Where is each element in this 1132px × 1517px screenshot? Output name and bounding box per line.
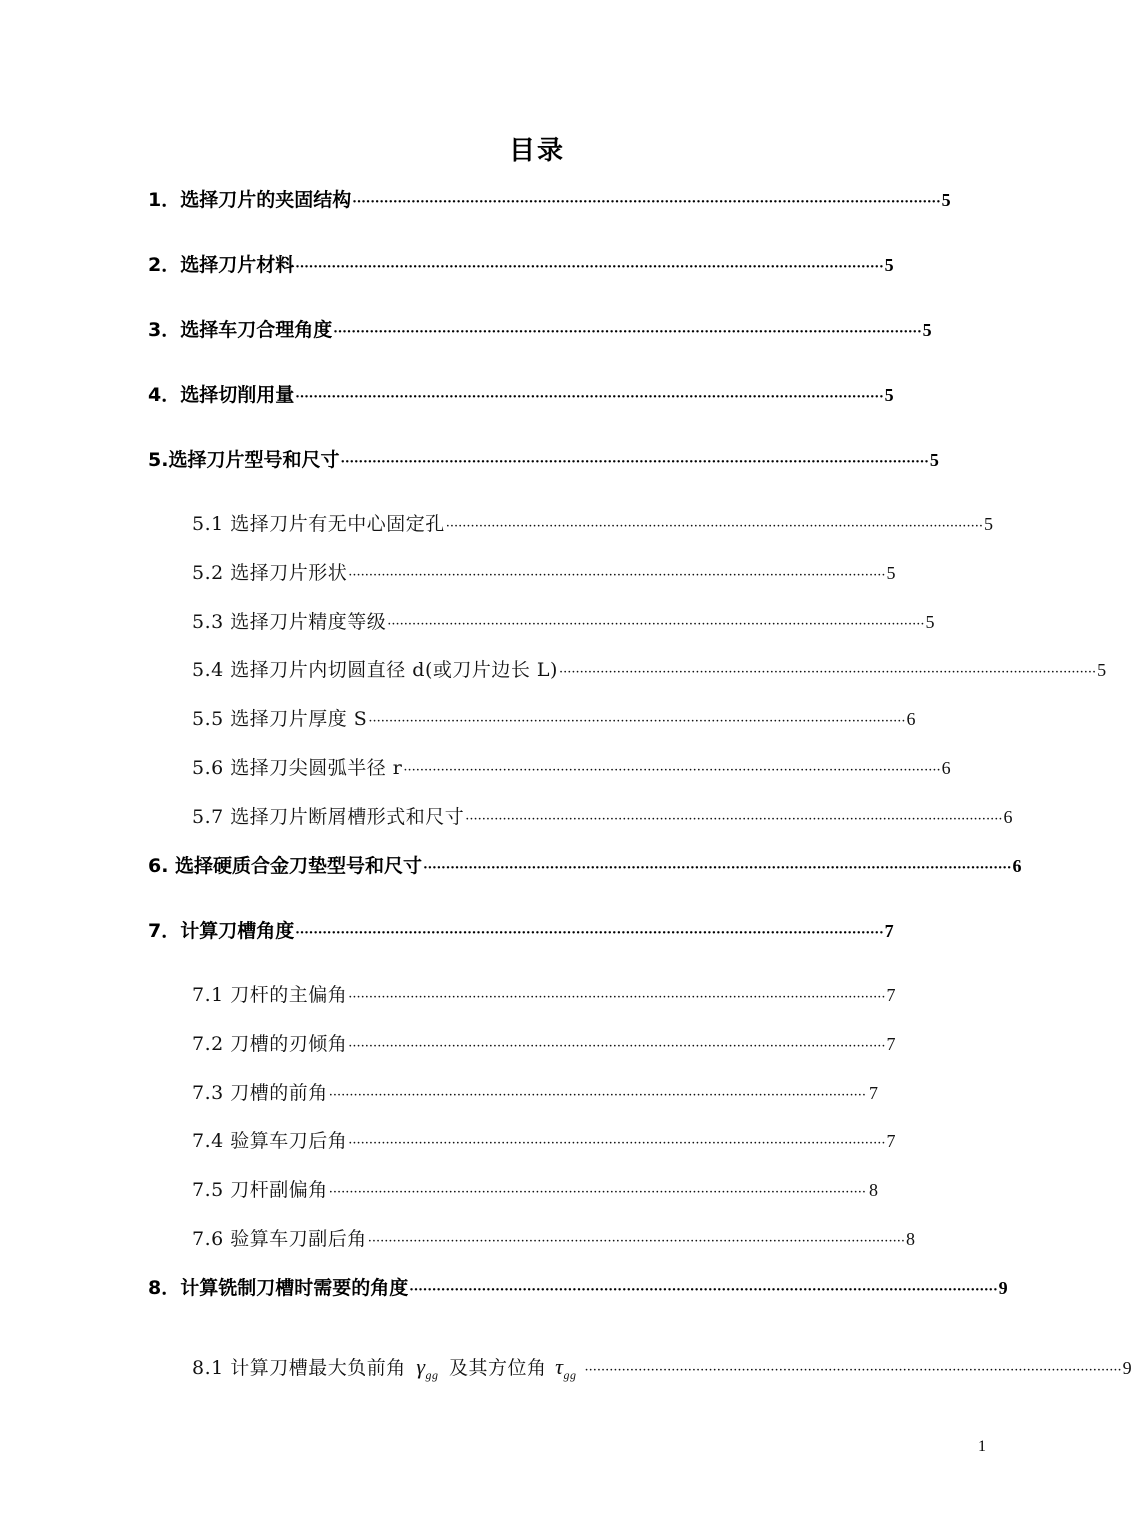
gamma-symbol: γ <box>416 1354 426 1379</box>
toc-leader: ·································································································································· <box>348 990 886 1005</box>
toc-leader: ·································································································································· <box>367 1234 905 1249</box>
toc-entry-page: 8 <box>869 1180 878 1200</box>
toc-entry-label: 5.选择刀片型号和尺寸 <box>148 449 340 471</box>
toc-entry-page: 8 <box>905 1229 915 1249</box>
tau-symbol: τ <box>555 1354 564 1379</box>
toc-entry-page: 5 <box>884 255 894 275</box>
toc-entry-3[interactable] <box>148 315 932 345</box>
toc-entry-page: 9 <box>998 1278 1008 1298</box>
toc-entry-label: 1．选择刀片的夹固结构 <box>148 189 352 211</box>
toc-entry-label: 7．计算刀槽角度 <box>148 920 295 942</box>
toc-entry-label: 5.4 选择刀片内切圆直径 d(或刀片边长 L) <box>192 659 558 681</box>
toc-leader: ·································································································································· <box>352 195 941 210</box>
toc-entry-label: 4．选择切削用量 <box>148 384 295 406</box>
toc-entry-page: 6 <box>1012 856 1022 876</box>
toc-entry-5-3[interactable] <box>192 607 935 637</box>
toc-entry-page: 5 <box>941 190 951 210</box>
toc-entry-label: 5.6 选择刀尖圆弧半径 r <box>192 757 403 779</box>
toc-leader: ·································································································································· <box>328 1088 866 1103</box>
toc-entry-7-5[interactable] <box>192 1175 878 1205</box>
toc-entry-7-1[interactable] <box>192 980 896 1010</box>
toc-entry-2[interactable] <box>148 250 894 280</box>
toc-leader: ·································································································································· <box>295 260 884 275</box>
toc-entry-5-4[interactable] <box>192 655 1107 685</box>
toc-leader: ·································································································································· <box>348 1136 886 1151</box>
tau-subscript: gg <box>563 1368 577 1382</box>
toc-entry-label-prefix: 8.1 计算刀槽最大负前角 <box>192 1357 406 1379</box>
toc-entry-7-2[interactable] <box>192 1029 896 1059</box>
toc-entry-5-7[interactable] <box>192 802 1013 832</box>
page-title: 目录 <box>508 136 565 166</box>
toc-entry-label: 2．选择刀片材料 <box>148 254 295 276</box>
toc-leader: ·································································································································· <box>558 665 1097 680</box>
toc-leader: ·································································································································· <box>333 325 922 340</box>
toc-leader: ·································································································································· <box>348 1039 886 1054</box>
toc-leader: ·································································································································· <box>328 1185 866 1200</box>
toc-entry-label: 6. 选择硬质合金刀垫型号和尺寸 <box>148 855 423 877</box>
toc-entry-6[interactable] <box>148 851 1022 881</box>
toc-entry-7-6[interactable] <box>192 1224 915 1254</box>
toc-entry-label: 7.1 刀杆的主偏角 <box>192 984 348 1006</box>
toc-entry-page: 9 <box>1122 1358 1132 1378</box>
toc-entry-page: 5 <box>884 385 894 405</box>
toc-entry-page: 5 <box>1097 660 1107 680</box>
toc-entry-7-4[interactable] <box>192 1126 896 1156</box>
toc-entry-page: 5 <box>886 563 896 583</box>
toc-leader: ·································································································································· <box>409 1283 998 1298</box>
toc-entry-8[interactable] <box>148 1273 1008 1303</box>
toc-entry-page: 7 <box>886 1131 896 1151</box>
toc-leader: ·································································································································· <box>340 455 929 470</box>
toc-entry-8-1[interactable] <box>192 1352 1132 1382</box>
toc-entry-4[interactable] <box>148 380 894 410</box>
toc-leader: ·································································································································· <box>348 568 886 583</box>
toc-entry-page: 5 <box>929 450 939 470</box>
toc-entry-label <box>192 1352 576 1385</box>
toc-entry-page: 7 <box>884 921 894 941</box>
toc-entry-5-2[interactable] <box>192 558 896 588</box>
toc-entry-label: 5.2 选择刀片形状 <box>192 562 348 584</box>
toc-entry-page: 6 <box>1003 807 1013 827</box>
toc-entry-page: 6 <box>941 758 951 778</box>
toc-entry-5[interactable] <box>148 445 939 475</box>
toc-entry-7[interactable] <box>148 916 894 946</box>
toc-leader: ·································································································································· <box>295 926 884 941</box>
toc-leader: ·································································································································· <box>584 1363 1122 1378</box>
toc-entry-label-middle: 及其方位角 <box>449 1357 547 1379</box>
toc-leader: ·································································································································· <box>445 519 983 534</box>
toc-leader: ·································································································································· <box>423 861 1012 876</box>
toc-entry-7-3[interactable] <box>192 1078 878 1108</box>
toc-entry-5-5[interactable] <box>192 704 916 734</box>
toc-entry-label: 7.2 刀槽的刃倾角 <box>192 1033 348 1055</box>
toc-entry-label: 7.5 刀杆副偏角 <box>192 1179 328 1201</box>
gamma-subscript: gg <box>425 1368 439 1382</box>
toc-entry-label: 3．选择车刀合理角度 <box>148 319 333 341</box>
toc-entry-page: 5 <box>983 514 993 534</box>
toc-entry-5-1[interactable] <box>192 509 993 539</box>
toc-leader: ·································································································································· <box>403 763 941 778</box>
toc-entry-label: 5.3 选择刀片精度等级 <box>192 611 387 633</box>
toc-leader: ·································································································································· <box>295 390 884 405</box>
toc-entry-label: 7.6 验算车刀副后角 <box>192 1228 367 1250</box>
toc-leader: ·································································································································· <box>465 812 1003 827</box>
toc-entry-label: 5.5 选择刀片厚度 S <box>192 708 368 730</box>
toc-entry-page: 7 <box>886 1034 896 1054</box>
toc-leader: ·································································································································· <box>387 617 925 632</box>
toc-entry-page: 6 <box>906 709 916 729</box>
toc-entry-1[interactable] <box>148 185 951 215</box>
toc-entry-5-6[interactable] <box>192 753 951 783</box>
toc-entry-label: 5.1 选择刀片有无中心固定孔 <box>192 513 445 535</box>
page-number: 1 <box>978 1438 986 1455</box>
toc-entry-label: 7.3 刀槽的前角 <box>192 1082 328 1104</box>
toc-entry-label: 8．计算铣制刀槽时需要的角度 <box>148 1277 409 1299</box>
toc-entry-page: 5 <box>922 320 932 340</box>
toc-entry-page: 7 <box>886 985 896 1005</box>
toc-entry-label: 5.7 选择刀片断屑槽形式和尺寸 <box>192 806 465 828</box>
toc-leader: ·································································································································· <box>368 714 906 729</box>
toc-entry-label: 7.4 验算车刀后角 <box>192 1130 348 1152</box>
toc-entry-page: 7 <box>869 1083 878 1103</box>
toc-entry-page: 5 <box>925 612 935 632</box>
